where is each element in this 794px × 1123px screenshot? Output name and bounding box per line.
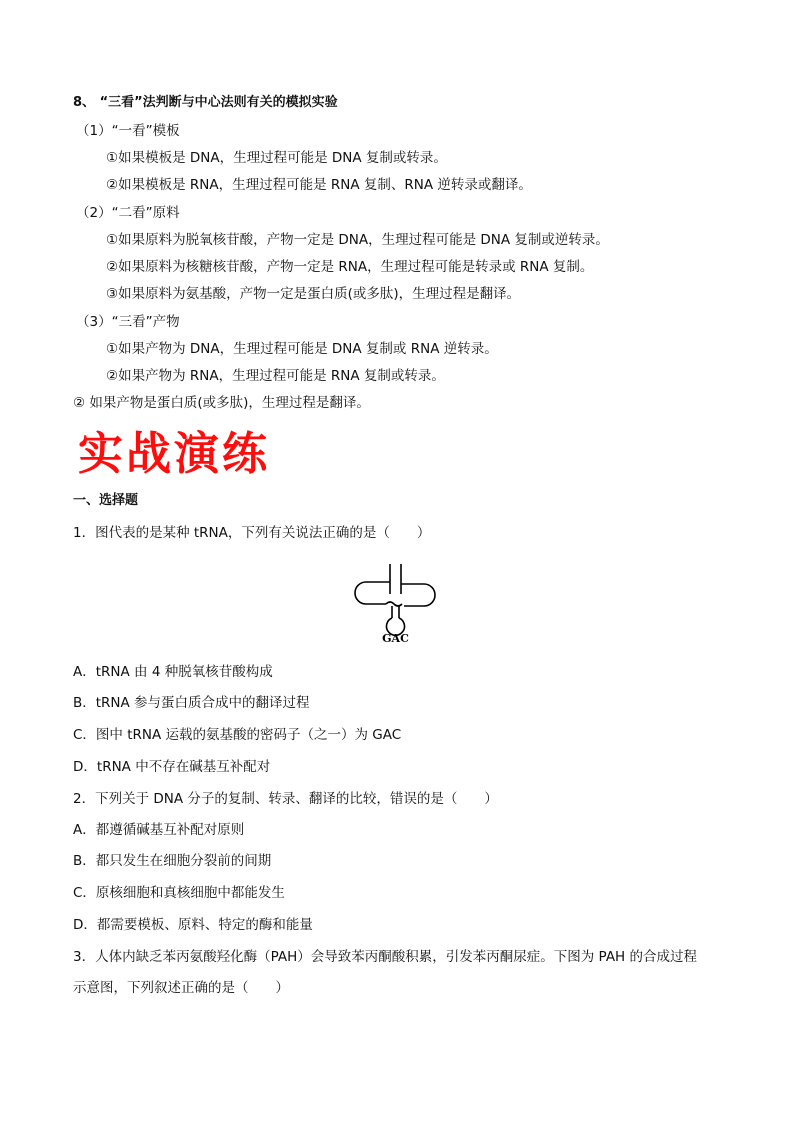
trna-right-arm (401, 584, 435, 606)
look2-item-2: ②如果原料为核糖核苷酸，产物一定是 RNA，生理过程可能是转录或 RNA 复制。 (106, 259, 594, 275)
question-3-stem-line1: 3．人体内缺乏苯丙氨酸羟化酶（PAH）会导致苯丙酮酸积累，引发苯丙酮尿症。下图为 PAH 的合成过程 (73, 949, 697, 965)
q2-option-b: B．都只发生在细胞分裂前的间期 (73, 853, 272, 869)
look2-item-1: ①如果原料为脱氧核苷酸，产物一定是 DNA，生理过程可能是 DNA 复制或逆转录。 (106, 232, 609, 248)
q1-option-c: C．图中 tRNA 运载的氨基酸的密码子（之一）为 GAC (73, 727, 402, 743)
look3-heading: （3）“三看”产物 (76, 314, 180, 330)
anticodon-label: GAC (382, 632, 409, 645)
question-3-stem-line2: 示意图，下列叙述正确的是（ ） (73, 980, 289, 996)
q1-option-d: D．tRNA 中不存在碱基互补配对 (73, 759, 271, 775)
question-2-stem: 2．下列关于 DNA 分子的复制、转录、翻译的比较，错误的是（ ） (73, 791, 498, 807)
look2-heading: （2）“二看”原料 (76, 205, 180, 221)
look3-item-2: ②如果产物为 RNA，生理过程可能是 RNA 复制或转录。 (106, 368, 445, 384)
look3-item-3: ② 如果产物是蛋白质(或多肽)，生理过程是翻译。 (73, 395, 370, 411)
section-title-multiple-choice: 一、选择题 (73, 493, 139, 508)
look1-heading: （1）“一看”模板 (76, 123, 180, 139)
q2-option-a: A．都遵循碱基互补配对原则 (73, 822, 245, 838)
q2-option-c: C．原核细胞和真核细胞中都能发生 (73, 885, 285, 901)
trna-left-arm (355, 582, 390, 604)
look1-item-2: ②如果模板是 RNA，生理过程可能是 RNA 复制、RNA 逆转录或翻译。 (106, 177, 532, 193)
section-8-title: 8、 “三看”法判断与中心法则有关的模拟实验 (73, 95, 338, 110)
look1-item-1: ①如果模板是 DNA，生理过程可能是 DNA 复制或转录。 (106, 150, 447, 166)
practice-banner: 实战演练 (78, 427, 271, 480)
q1-option-a: A．tRNA 由 4 种脱氧核苷酸构成 (73, 664, 273, 680)
look2-item-3: ③如果原料为氨基酸，产物一定是蛋白质(或多肽)，生理过程是翻译。 (106, 286, 521, 302)
look3-item-1: ①如果产物为 DNA，生理过程可能是 DNA 复制或 RNA 逆转录。 (106, 341, 498, 357)
trna-center-join (386, 602, 402, 606)
trna-cloverleaf-figure (346, 562, 450, 646)
question-1-stem: 1．图代表的是某种 tRNA，下列有关说法正确的是（ ） (73, 525, 431, 541)
q1-option-b: B．tRNA 参与蛋白质合成中的翻译过程 (73, 695, 310, 711)
q2-option-d: D．都需要模板、原料、特定的酶和能量 (73, 917, 313, 933)
